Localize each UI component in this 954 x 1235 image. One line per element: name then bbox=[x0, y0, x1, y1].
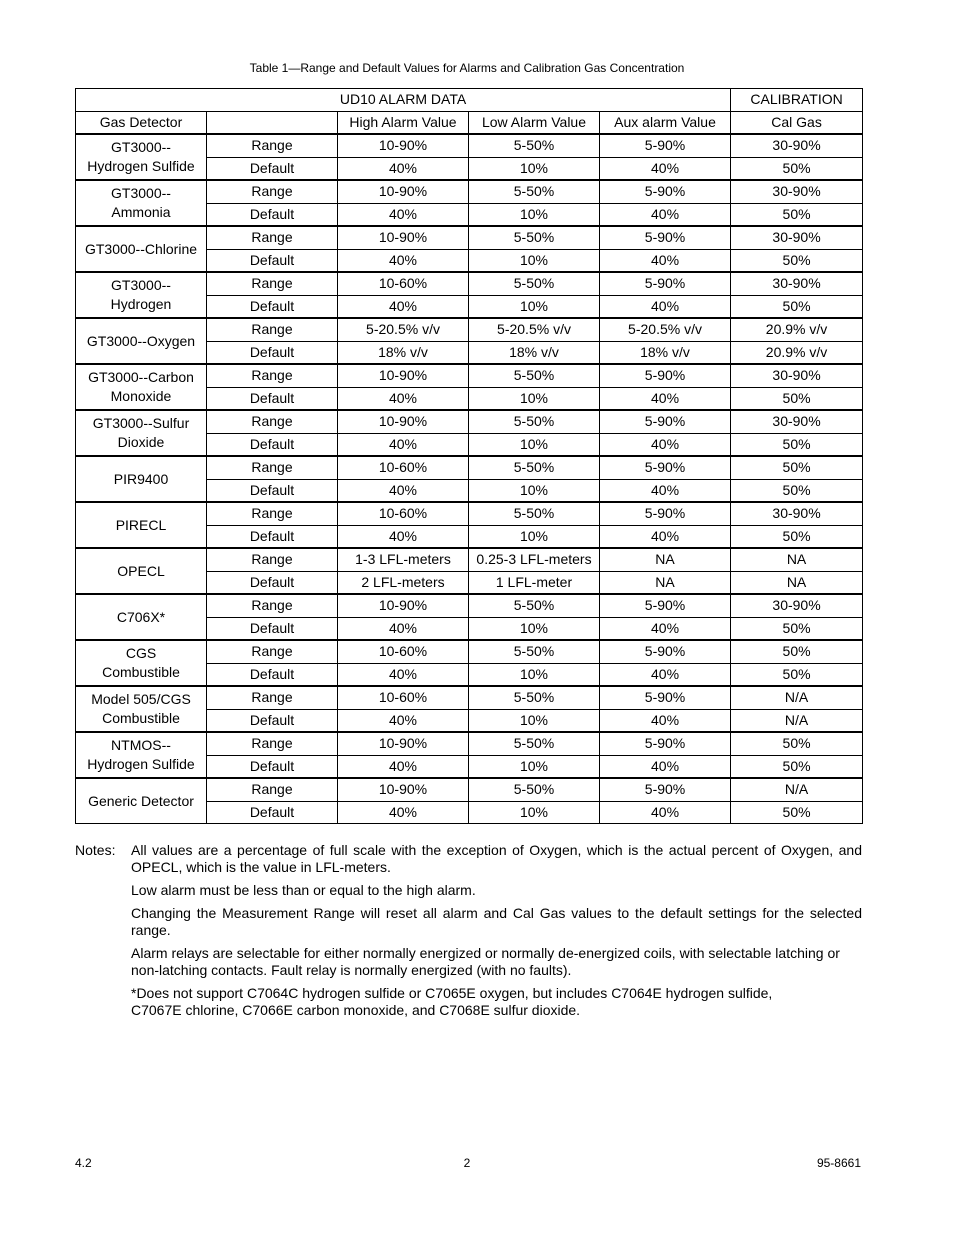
value-cell: N/A bbox=[731, 686, 863, 709]
value-cell: 1-3 LFL-meters bbox=[338, 548, 469, 571]
table-row bbox=[76, 180, 863, 203]
value-cell: 40% bbox=[338, 157, 469, 180]
value-cell: 40% bbox=[600, 663, 731, 686]
value-cell: 10% bbox=[469, 479, 600, 502]
gas-detector-name: Model 505/CGS Combustible bbox=[76, 686, 207, 732]
value-cell: 5-90% bbox=[600, 732, 731, 755]
gas-detector-name: GT3000-- Hydrogen Sulfide bbox=[76, 134, 207, 180]
table-row bbox=[76, 594, 863, 617]
note-item: *Does not support C7064C hydrogen sulfide or C7065E oxygen, but includes C7064E hydrogen sulfide, C7067E chlorine, C7066E carbon monoxide, and C7068E sulfur dioxide. bbox=[131, 985, 773, 1018]
gas-detector-name: OPECL bbox=[76, 548, 207, 594]
value-cell: 50% bbox=[731, 203, 863, 226]
row-type-cell: Default bbox=[207, 203, 338, 226]
value-cell: 40% bbox=[600, 755, 731, 778]
notes-body bbox=[131, 842, 862, 1019]
value-cell: 20.9% v/v bbox=[731, 318, 863, 341]
value-cell: 50% bbox=[731, 249, 863, 272]
value-cell: 10-60% bbox=[338, 272, 469, 295]
row-type-cell: Default bbox=[207, 571, 338, 594]
row-type-cell: Range bbox=[207, 364, 338, 387]
row-type-cell: Range bbox=[207, 226, 338, 249]
row-type-cell: Range bbox=[207, 410, 338, 433]
value-cell: 5-50% bbox=[469, 364, 600, 387]
value-cell: 30-90% bbox=[731, 226, 863, 249]
value-cell: 40% bbox=[338, 617, 469, 640]
value-cell: 10-90% bbox=[338, 364, 469, 387]
value-cell: N/A bbox=[731, 709, 863, 732]
value-cell: 18% v/v bbox=[469, 341, 600, 364]
value-cell: 40% bbox=[600, 295, 731, 318]
value-cell: 5-90% bbox=[600, 364, 731, 387]
value-cell: 5-50% bbox=[469, 502, 600, 525]
row-type-cell: Range bbox=[207, 640, 338, 663]
row-type-cell: Range bbox=[207, 502, 338, 525]
footer-page-number: 2 bbox=[463, 1156, 471, 1170]
value-cell: 5-20.5% v/v bbox=[338, 318, 469, 341]
column-header-type bbox=[207, 111, 338, 134]
value-cell: 50% bbox=[731, 295, 863, 318]
value-cell: 5-50% bbox=[469, 456, 600, 479]
value-cell: 30-90% bbox=[731, 502, 863, 525]
footer-document-number: 95-8661 bbox=[816, 1156, 861, 1170]
table-row bbox=[76, 364, 863, 387]
value-cell: 40% bbox=[600, 387, 731, 410]
row-type-cell: Range bbox=[207, 456, 338, 479]
value-cell: 5-50% bbox=[469, 778, 600, 801]
value-cell: 10-90% bbox=[338, 732, 469, 755]
gas-detector-name: GT3000--Oxygen bbox=[76, 318, 207, 364]
value-cell: 10% bbox=[469, 433, 600, 456]
value-cell: 40% bbox=[338, 203, 469, 226]
value-cell: N/A bbox=[731, 778, 863, 801]
note-item: Low alarm must be less than or equal to the high alarm. bbox=[131, 882, 476, 898]
row-type-cell: Default bbox=[207, 479, 338, 502]
calibration-header: CALIBRATION bbox=[731, 89, 863, 112]
row-type-cell: Default bbox=[207, 663, 338, 686]
row-type-cell: Default bbox=[207, 157, 338, 180]
row-type-cell: Range bbox=[207, 272, 338, 295]
value-cell: 5-90% bbox=[600, 272, 731, 295]
note-item: All values are a percentage of full scale with the exception of Oxygen, which is the actual percent of Oxygen, and OPECL, which is the value in LFL-meters. bbox=[131, 842, 862, 875]
notes-label: Notes: bbox=[75, 842, 116, 858]
value-cell: 10-60% bbox=[338, 456, 469, 479]
column-header-aux-alarm: Aux alarm Value bbox=[600, 111, 731, 134]
row-type-cell: Default bbox=[207, 249, 338, 272]
column-header-cal-gas: Cal Gas bbox=[731, 111, 863, 134]
value-cell: 1 LFL-meter bbox=[469, 571, 600, 594]
value-cell: 50% bbox=[731, 387, 863, 410]
value-cell: 10% bbox=[469, 387, 600, 410]
table-row bbox=[76, 410, 863, 433]
row-type-cell: Range bbox=[207, 180, 338, 203]
value-cell: 10-90% bbox=[338, 410, 469, 433]
value-cell: 50% bbox=[731, 617, 863, 640]
value-cell: 10% bbox=[469, 709, 600, 732]
value-cell: 5-50% bbox=[469, 686, 600, 709]
value-cell: 40% bbox=[338, 295, 469, 318]
value-cell: 50% bbox=[731, 755, 863, 778]
row-type-cell: Default bbox=[207, 525, 338, 548]
value-cell: 40% bbox=[600, 801, 731, 824]
value-cell: 5-50% bbox=[469, 180, 600, 203]
value-cell: 5-50% bbox=[469, 594, 600, 617]
value-cell: 10% bbox=[469, 617, 600, 640]
table-row bbox=[76, 456, 863, 479]
value-cell: 5-50% bbox=[469, 134, 600, 157]
value-cell: 5-50% bbox=[469, 410, 600, 433]
value-cell: 10-90% bbox=[338, 778, 469, 801]
value-cell: 5-90% bbox=[600, 502, 731, 525]
value-cell: 5-20.5% v/v bbox=[600, 318, 731, 341]
notes-section bbox=[75, 842, 862, 1025]
value-cell: 50% bbox=[731, 732, 863, 755]
gas-detector-name: NTMOS-- Hydrogen Sulfide bbox=[76, 732, 207, 778]
value-cell: 50% bbox=[731, 479, 863, 502]
value-cell: 10-60% bbox=[338, 686, 469, 709]
value-cell: 10-90% bbox=[338, 226, 469, 249]
value-cell: 40% bbox=[600, 709, 731, 732]
value-cell: 5-90% bbox=[600, 456, 731, 479]
gas-detector-name: GT3000--Carbon Monoxide bbox=[76, 364, 207, 410]
table-row bbox=[76, 686, 863, 709]
value-cell: 40% bbox=[600, 433, 731, 456]
value-cell: 5-90% bbox=[600, 134, 731, 157]
value-cell: 5-90% bbox=[600, 226, 731, 249]
gas-detector-name: PIRECL bbox=[76, 502, 207, 548]
table-row bbox=[76, 778, 863, 801]
gas-detector-name: C706X* bbox=[76, 594, 207, 640]
value-cell: 10% bbox=[469, 249, 600, 272]
value-cell: 40% bbox=[338, 755, 469, 778]
row-type-cell: Range bbox=[207, 318, 338, 341]
row-type-cell: Range bbox=[207, 686, 338, 709]
table-row bbox=[76, 548, 863, 571]
note-item: Changing the Measurement Range will reset all alarm and Cal Gas values to the default settings for the selected range. bbox=[131, 905, 862, 938]
value-cell: 40% bbox=[600, 203, 731, 226]
gas-detector-name: CGS Combustible bbox=[76, 640, 207, 686]
table-row bbox=[76, 272, 863, 295]
row-type-cell: Range bbox=[207, 594, 338, 617]
value-cell: 10% bbox=[469, 203, 600, 226]
value-cell: 10% bbox=[469, 525, 600, 548]
footer-revision: 4.2 bbox=[75, 1156, 92, 1170]
value-cell: 10-90% bbox=[338, 180, 469, 203]
table-row bbox=[76, 318, 863, 341]
value-cell: 10% bbox=[469, 755, 600, 778]
value-cell: 0.25-3 LFL-meters bbox=[469, 548, 600, 571]
table-header-row-1 bbox=[76, 89, 863, 112]
row-type-cell: Range bbox=[207, 548, 338, 571]
value-cell: 5-50% bbox=[469, 732, 600, 755]
value-cell: 10% bbox=[469, 663, 600, 686]
value-cell: 10% bbox=[469, 157, 600, 180]
row-type-cell: Default bbox=[207, 295, 338, 318]
gas-detector-name: Generic Detector bbox=[76, 778, 207, 824]
value-cell: 30-90% bbox=[731, 364, 863, 387]
value-cell: 5-90% bbox=[600, 686, 731, 709]
value-cell: 50% bbox=[731, 801, 863, 824]
value-cell: 50% bbox=[731, 456, 863, 479]
value-cell: 40% bbox=[338, 709, 469, 732]
gas-detector-name: GT3000-- Ammonia bbox=[76, 180, 207, 226]
value-cell: 10-90% bbox=[338, 134, 469, 157]
column-header-gas-detector: Gas Detector bbox=[76, 111, 207, 134]
row-type-cell: Default bbox=[207, 801, 338, 824]
note-item: Alarm relays are selectable for either normally energized or normally de-energized coils, with selectable latching or non-latching contacts. Fault relay is normally energized (with no faults). bbox=[131, 945, 840, 978]
gas-detector-name: PIR9400 bbox=[76, 456, 207, 502]
value-cell: 2 LFL-meters bbox=[338, 571, 469, 594]
table-row bbox=[76, 640, 863, 663]
table-header-row-2 bbox=[76, 111, 863, 134]
value-cell: 10% bbox=[469, 801, 600, 824]
value-cell: 40% bbox=[600, 479, 731, 502]
value-cell: 18% v/v bbox=[600, 341, 731, 364]
row-type-cell: Range bbox=[207, 778, 338, 801]
gas-detector-name: GT3000--Chlorine bbox=[76, 226, 207, 272]
ud10-alarm-data-header: UD10 ALARM DATA bbox=[76, 89, 731, 112]
value-cell: 5-90% bbox=[600, 778, 731, 801]
value-cell: 5-90% bbox=[600, 640, 731, 663]
value-cell: 10-60% bbox=[338, 502, 469, 525]
table-row bbox=[76, 134, 863, 157]
value-cell: 30-90% bbox=[731, 594, 863, 617]
gas-detector-name: GT3000-- Hydrogen bbox=[76, 272, 207, 318]
row-type-cell: Range bbox=[207, 134, 338, 157]
value-cell: 5-90% bbox=[600, 594, 731, 617]
value-cell: 10-60% bbox=[338, 640, 469, 663]
value-cell: 30-90% bbox=[731, 134, 863, 157]
value-cell: 5-50% bbox=[469, 226, 600, 249]
value-cell: 40% bbox=[338, 249, 469, 272]
table-row bbox=[76, 732, 863, 755]
column-header-low-alarm: Low Alarm Value bbox=[469, 111, 600, 134]
row-type-cell: Default bbox=[207, 341, 338, 364]
value-cell: 40% bbox=[338, 801, 469, 824]
row-type-cell: Default bbox=[207, 755, 338, 778]
value-cell: 5-50% bbox=[469, 640, 600, 663]
row-type-cell: Default bbox=[207, 709, 338, 732]
row-type-cell: Default bbox=[207, 617, 338, 640]
value-cell: 40% bbox=[338, 387, 469, 410]
value-cell: NA bbox=[731, 571, 863, 594]
value-cell: 40% bbox=[338, 525, 469, 548]
value-cell: 10-90% bbox=[338, 594, 469, 617]
value-cell: 40% bbox=[600, 157, 731, 180]
value-cell: 50% bbox=[731, 525, 863, 548]
value-cell: 50% bbox=[731, 663, 863, 686]
value-cell: 40% bbox=[338, 433, 469, 456]
value-cell: 50% bbox=[731, 433, 863, 456]
table-row bbox=[76, 226, 863, 249]
value-cell: 5-90% bbox=[600, 180, 731, 203]
value-cell: 30-90% bbox=[731, 410, 863, 433]
table-row bbox=[76, 502, 863, 525]
value-cell: 50% bbox=[731, 640, 863, 663]
value-cell: 5-90% bbox=[600, 410, 731, 433]
value-cell: NA bbox=[731, 548, 863, 571]
row-type-cell: Default bbox=[207, 433, 338, 456]
value-cell: 18% v/v bbox=[338, 341, 469, 364]
row-type-cell: Default bbox=[207, 387, 338, 410]
value-cell: 50% bbox=[731, 157, 863, 180]
table-caption: Table 1—Range and Default Values for Alarms and Calibration Gas Concentration bbox=[249, 61, 685, 75]
value-cell: 40% bbox=[600, 525, 731, 548]
value-cell: 10% bbox=[469, 295, 600, 318]
value-cell: 30-90% bbox=[731, 272, 863, 295]
value-cell: 40% bbox=[338, 479, 469, 502]
value-cell: 20.9% v/v bbox=[731, 341, 863, 364]
value-cell: 40% bbox=[338, 663, 469, 686]
row-type-cell: Range bbox=[207, 732, 338, 755]
column-header-high-alarm: High Alarm Value bbox=[338, 111, 469, 134]
value-cell: 5-50% bbox=[469, 272, 600, 295]
value-cell: NA bbox=[600, 571, 731, 594]
gas-detector-name: GT3000--Sulfur Dioxide bbox=[76, 410, 207, 456]
value-cell: 40% bbox=[600, 249, 731, 272]
value-cell: 5-20.5% v/v bbox=[469, 318, 600, 341]
alarm-data-table bbox=[75, 88, 863, 824]
value-cell: NA bbox=[600, 548, 731, 571]
value-cell: 30-90% bbox=[731, 180, 863, 203]
value-cell: 40% bbox=[600, 617, 731, 640]
